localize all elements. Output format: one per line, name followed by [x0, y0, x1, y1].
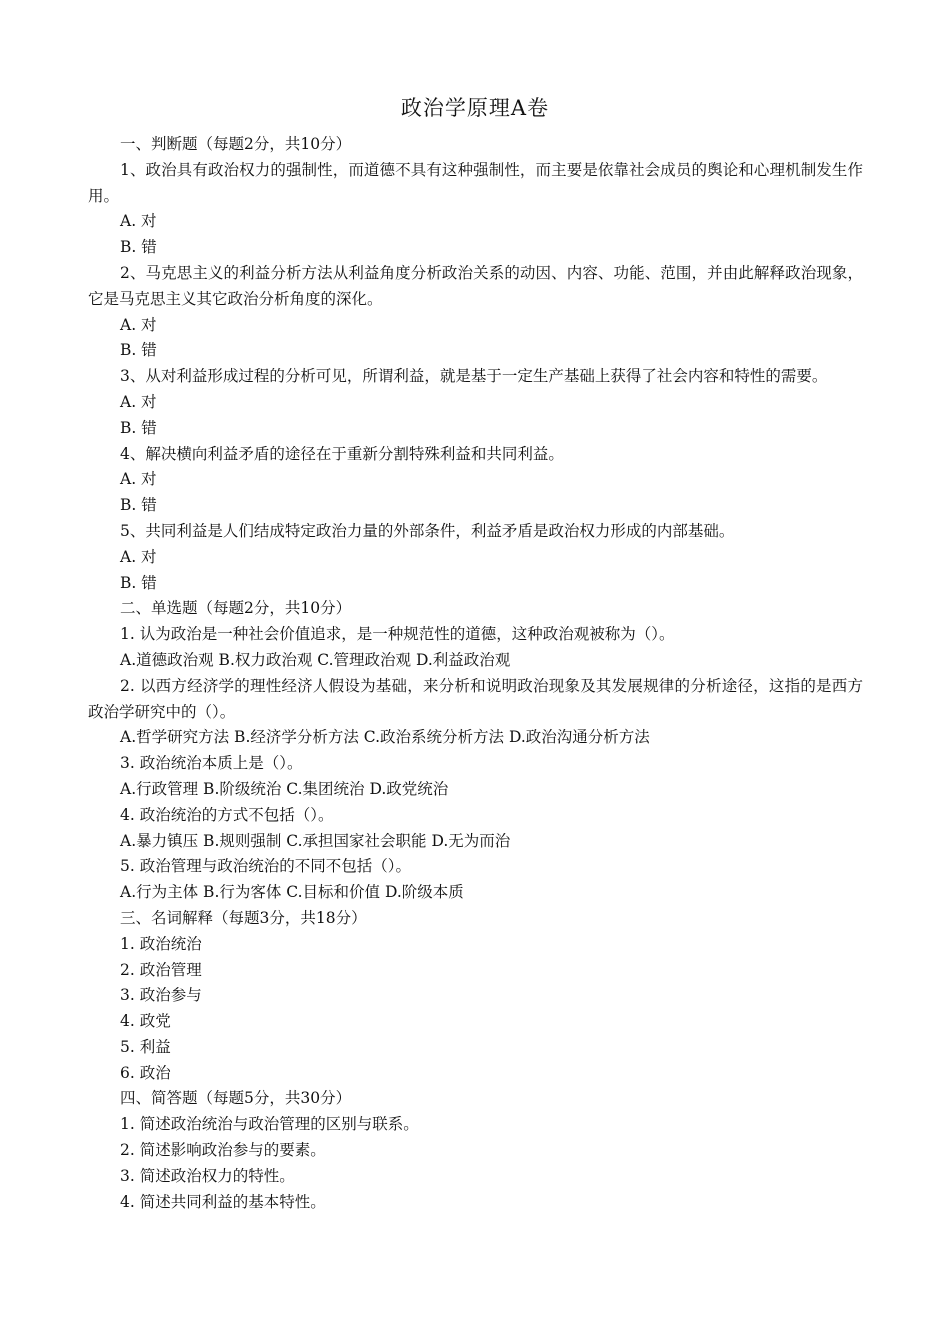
- option-b: B. 错: [120, 573, 157, 592]
- option-b: B. 错: [120, 341, 157, 360]
- section-header-short-answer: 四、简答题（每题5分，共30分）: [120, 1089, 352, 1108]
- option-b: B. 错: [120, 418, 157, 437]
- choice-options-5: A.行为主体 B.行为客体 C.目标和价值 D.阶级本质: [120, 883, 464, 902]
- option-a: A. 对: [120, 470, 157, 489]
- term-item: 3. 政治参与: [120, 986, 202, 1005]
- judgment-question-4: 4、解决横向利益矛盾的途径在于重新分割特殊利益和共同利益。: [120, 444, 564, 463]
- term-item: 5. 利益: [120, 1037, 171, 1056]
- choice-question-4: 4. 政治统治的方式不包括（）。: [120, 805, 334, 824]
- choice-options-4: A.暴力镇压 B.规则强制 C.承担国家社会职能 D.无为而治: [120, 831, 511, 850]
- term-item: 6. 政治: [120, 1063, 171, 1082]
- short-answer-item: 4. 简述共同利益的基本特性。: [120, 1192, 326, 1211]
- option-a: A. 对: [120, 392, 157, 411]
- option-b: B. 错: [120, 238, 157, 257]
- term-item: 2. 政治管理: [120, 960, 202, 979]
- choice-question-1: 1. 认为政治是一种社会价值追求，是一种规范性的道德，这种政治观被称为（）。: [120, 625, 675, 644]
- judgment-question-3: 3、从对利益形成过程的分析可见，所谓利益，就是基于一定生产基础上获得了社会内容和特性的需要。: [120, 367, 828, 386]
- choice-options-3: A.行政管理 B.阶级统治 C.集团统治 D.政党统治: [120, 779, 449, 798]
- option-b: B. 错: [120, 496, 157, 515]
- option-a: A. 对: [120, 315, 157, 334]
- short-answer-item: 1. 简述政治统治与政治管理的区别与联系。: [120, 1115, 419, 1134]
- choice-question-3: 3. 政治统治本质上是（）。: [120, 754, 303, 773]
- choice-question-2: 2. 以西方经济学的理性经济人假设为基础，来分析和说明政治现象及其发展规律的分析途径，这指的是西方政治学研究中的（）。: [88, 676, 863, 721]
- short-answer-item: 2. 简述影响政治参与的要素。: [120, 1141, 326, 1160]
- choice-options-2: A.哲学研究方法 B.经济学分析方法 C.政治系统分析方法 D.政治沟通分析方法: [120, 728, 650, 747]
- document-body: [88, 132, 863, 1215]
- page-title: 政治学原理A卷: [400, 96, 550, 120]
- judgment-question-2: 2、马克思主义的利益分析方法从利益角度分析政治关系的动因、内容、功能、范围，并由此解释政治现象，它是马克思主义其它政治分析角度的深化。: [88, 263, 863, 308]
- judgment-question-1: 1、政治具有政治权力的强制性，而道德不具有这种强制性，而主要是依靠社会成员的舆论和心理机制发生作用。: [88, 160, 863, 205]
- short-answer-item: 3. 简述政治权力的特性。: [120, 1166, 295, 1185]
- choice-question-5: 5. 政治管理与政治统治的不同不包括（）。: [120, 857, 411, 876]
- section-header-judgment: 一、判断题（每题2分，共10分）: [120, 135, 352, 153]
- judgment-question-5: 5、共同利益是人们结成特定政治力量的外部条件，利益矛盾是政治权力形成的内部基础。: [120, 521, 735, 540]
- section-header-terms: 三、名词解释（每题3分，共18分）: [120, 908, 367, 927]
- term-item: 4. 政党: [120, 1012, 171, 1031]
- option-a: A. 对: [120, 212, 157, 231]
- option-a: A. 对: [120, 547, 157, 566]
- choice-options-1: A.道德政治观 B.权力政治观 C.管理政治观 D.利益政治观: [120, 650, 511, 669]
- section-header-single-choice: 二、单选题（每题2分，共10分）: [120, 599, 352, 618]
- term-item: 1. 政治统治: [120, 934, 202, 953]
